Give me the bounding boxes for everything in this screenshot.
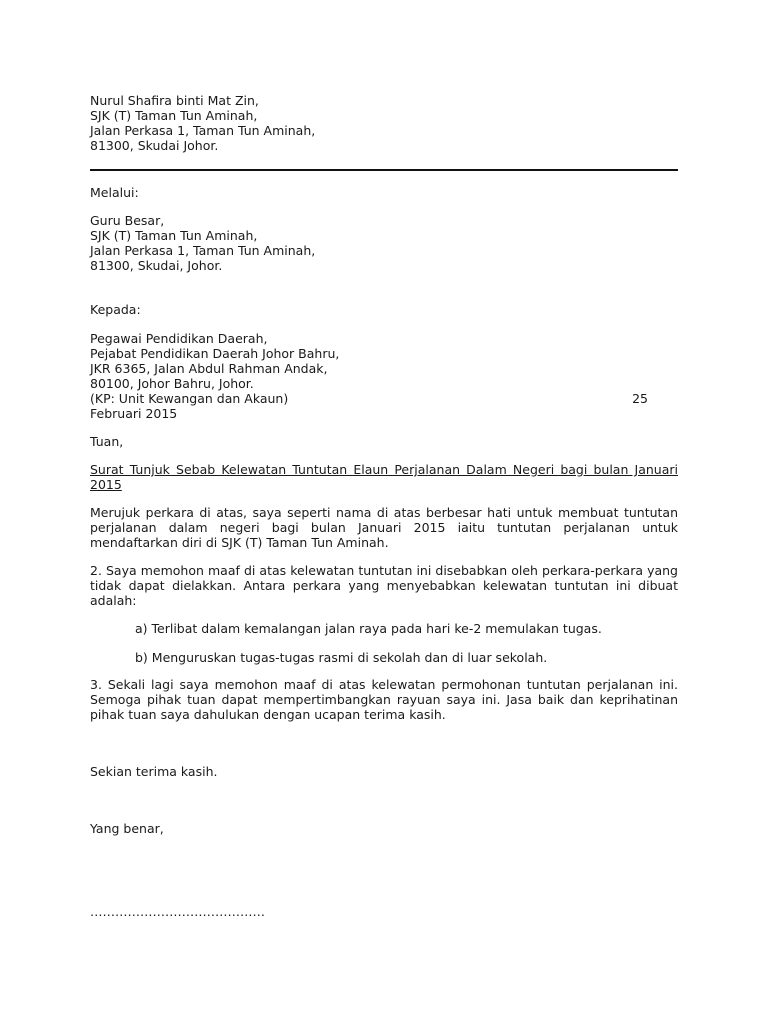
sender-line: Nurul Shafira binti Mat Zin,	[90, 93, 259, 108]
letter-subject: Surat Tunjuk Sebab Kelewatan Tuntutan Elaun Perjalanan Dalam Negeri bagi bulan Januari 2015	[90, 462, 678, 492]
recipient-line: 80100, Johor Bahru, Johor.	[90, 376, 254, 391]
closing-sign-off: Yang benar,	[90, 821, 164, 836]
salutation: Tuan,	[90, 434, 124, 449]
recipient-line: Pejabat Pendidikan Daerah Johor Bahru,	[90, 346, 340, 361]
sender-line: 81300, Skudai Johor.	[90, 138, 219, 153]
via-line: 81300, Skudai, Johor.	[90, 258, 223, 273]
via-line: Guru Besar,	[90, 213, 165, 228]
paragraph-1: Merujuk perkara di atas, saya seperti nama di atas berbesar hati untuk membuat tuntutan perjalanan dalam negeri bagi bulan Januari 2015 iaitu tuntutan perjalanan untuk mendaftarkan diri di SJK (T) Taman Tun Aminah.	[90, 505, 678, 550]
via-label: Melalui:	[90, 185, 139, 200]
recipient-line: JKR 6365, Jalan Abdul Rahman Andak,	[90, 361, 328, 376]
date-month-year: Februari 2015	[90, 406, 178, 421]
paragraph-3: 3. Sekali lagi saya memohon maaf di atas kelewatan permohonan tuntutan perjalanan ini. Semoga pihak tuan dapat mempertimbangkan rayuan saya ini. Jasa baik dan keprihatinan pihak tuan saya dahulukan dengan ucapan terima kasih.	[90, 677, 678, 722]
recipient-line: (KP: Unit Kewangan dan Akaun)	[90, 391, 289, 406]
via-line: SJK (T) Taman Tun Aminah,	[90, 228, 258, 243]
paragraph-2: 2. Saya memohon maaf di atas kelewatan tuntutan ini disebabkan oleh perkara-perkara yang tidak dapat dielakkan. Antara perkara yang menyebabkan kelewatan tuntutan ini dibuat adalah:	[90, 563, 678, 608]
list-item-a: a) Terlibat dalam kemalangan jalan raya pada hari ke-2 memulakan tugas.	[135, 621, 602, 636]
recipient-dept-row	[90, 391, 678, 406]
closing-thanks: Sekian terima kasih.	[90, 764, 218, 779]
via-address	[90, 213, 678, 273]
sender-line: Jalan Perkasa 1, Taman Tun Aminah,	[90, 123, 316, 138]
via-line: Jalan Perkasa 1, Taman Tun Aminah,	[90, 243, 316, 258]
recipient-line: Pegawai Pendidikan Daerah,	[90, 331, 268, 346]
sender-line: SJK (T) Taman Tun Aminah,	[90, 108, 258, 123]
signature-line: ……………………………………	[90, 904, 265, 919]
list-item-b: b) Menguruskan tugas-tugas rasmi di sekolah dan di luar sekolah.	[135, 650, 548, 665]
recipient-label: Kepada:	[90, 302, 141, 317]
header-divider	[90, 169, 678, 171]
date-day: 25	[632, 391, 648, 406]
sender-address	[90, 93, 678, 153]
recipient-address	[90, 331, 678, 421]
